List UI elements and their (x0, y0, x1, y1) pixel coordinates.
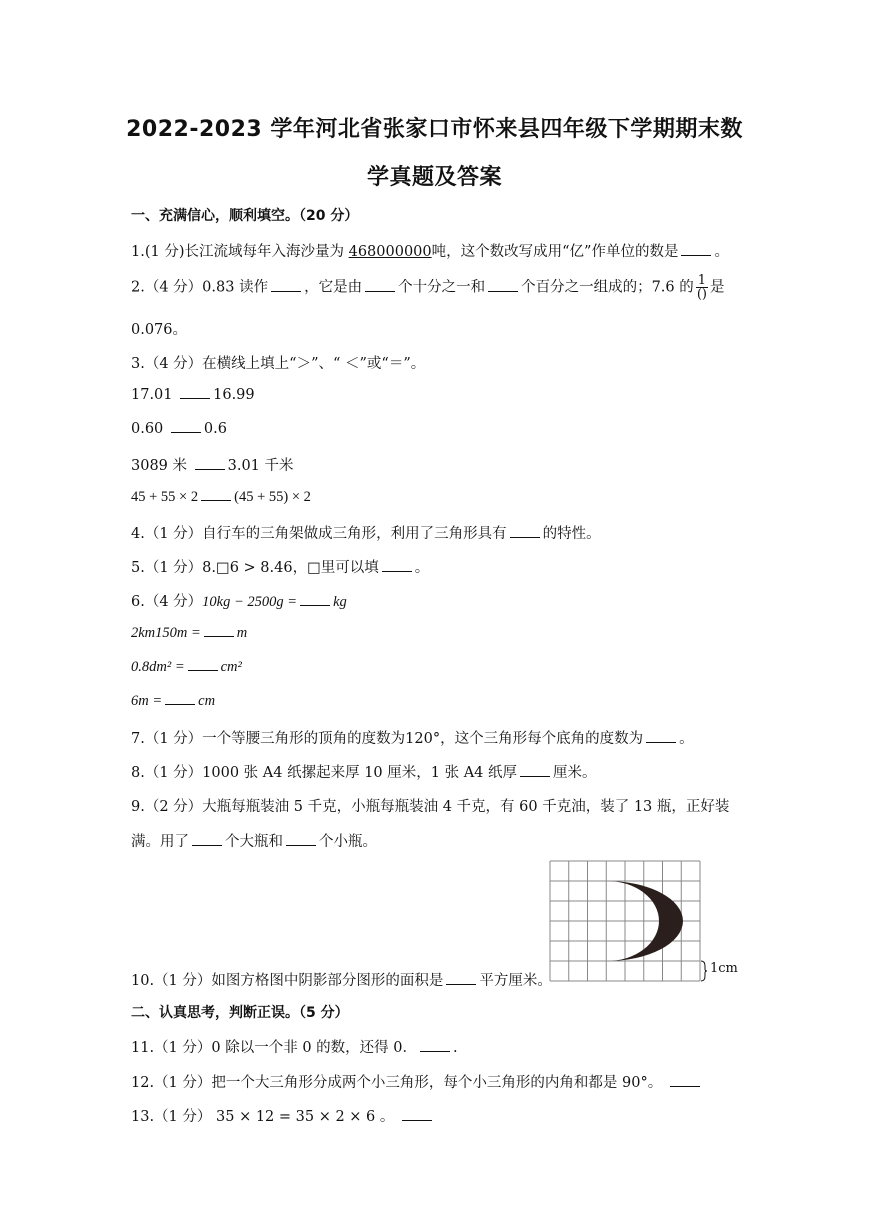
question-9: 9.（2 分）大瓶每瓶装油 5 千克，小瓶每瓶装油 4 千克，有 60 千克油，装了 13 瓶，正好装 (131, 799, 730, 815)
answer-blank[interactable] (446, 972, 476, 985)
answer-blank[interactable] (195, 457, 225, 470)
question-13: 13.（1 分） 35 × 12 = 35 × 2 × 6 。 (131, 1105, 435, 1126)
answer-blank[interactable] (171, 420, 201, 433)
section1-heading: 一、充满信心，顺利填空。（20 分） (131, 208, 359, 224)
question-2-cont: 0.076。 (131, 322, 188, 338)
answer-blank[interactable] (510, 525, 540, 538)
question-8: 8.（1 分）1000 张 A4 纸摞起来厚 10 厘米，1 张 A4 纸厚 厘米。 (131, 765, 597, 781)
question-3-row1: 17.01 16.99 (131, 387, 255, 403)
scale-bracket (700, 960, 708, 982)
answer-blank[interactable] (382, 559, 412, 572)
question-6-row2: 2km150m = m (131, 625, 248, 641)
answer-blank[interactable] (271, 279, 301, 292)
question-10: 10.（1 分）如图方格图中阴影部分图形的面积是 平方厘米。 (131, 973, 552, 989)
answer-blank[interactable] (201, 488, 231, 501)
grid-diagram (549, 860, 701, 982)
answer-blank[interactable] (192, 833, 222, 846)
page-title-line2: 学真题及答案 (366, 165, 502, 190)
answer-blank[interactable] (646, 730, 676, 743)
question-3-row2: 0.60 0.6 (131, 421, 227, 437)
question-6-row3: 0.8dm² = cm² (131, 659, 242, 675)
answer-blank[interactable] (670, 1074, 700, 1087)
answer-blank[interactable] (420, 1039, 450, 1052)
question-11: 11.（1 分）0 除以一个非 0 的数，还得 0． . (131, 1040, 458, 1056)
question-12: 12.（1 分）把一个大三角形分成两个小三角形，每个小三角形的内角和都是 90°。 (131, 1071, 703, 1092)
answer-blank[interactable] (286, 833, 316, 846)
question-3-row4: 45 + 55 × 2 (45 + 55) × 2 (131, 489, 311, 505)
answer-blank[interactable] (180, 386, 210, 399)
answer-blank[interactable] (188, 658, 218, 671)
question-6: 6.（4 分）10kg − 2500g = kg (131, 594, 347, 610)
answer-blank[interactable] (300, 593, 330, 606)
answer-blank[interactable] (520, 764, 550, 777)
question-7: 7.（1 分）一个等腰三角形的顶角的度数为120°，这个三角形每个底角的度数为 。 (131, 731, 694, 747)
answer-blank[interactable] (165, 692, 195, 705)
grid-figure (549, 860, 701, 986)
answer-blank[interactable] (488, 279, 518, 292)
question-9-cont: 满。用了 个大瓶和 个小瓶。 (131, 834, 377, 850)
answer-blank[interactable] (204, 624, 234, 637)
fraction: $\frac{1}{()}$ (696, 273, 707, 302)
page-title-line1: 2022-2023 学年河北省张家口市怀来县四年级下学期期末数 (126, 117, 743, 142)
question-1: 1.(1 分)长江流域每年入海沙量为 468000000吨，这个数改写成用“亿”作单位的数是 。 (131, 244, 729, 260)
question-2: 2.（4 分）0.83 读作 ，它是由 个十分之一和 个百分之一组成的；7.6 的 $\frac{1}{()}$ 是 (131, 273, 725, 302)
scale-label: 1cm (710, 961, 738, 976)
question-6-row4: 6m = cm (131, 693, 216, 709)
question-3-row3: 3089 米 3.01 千米 (131, 458, 294, 474)
question-4: 4.（1 分）自行车的三角架做成三角形，利用了三角形具有 的特性。 (131, 526, 601, 542)
question-3: 3.（4 分）在横线上填上“＞”、“ ＜”或“＝”。 (131, 356, 426, 372)
answer-blank[interactable] (365, 279, 395, 292)
answer-blank[interactable] (402, 1108, 432, 1121)
answer-blank[interactable] (681, 243, 711, 256)
question-5: 5.（1 分）8.□6 > 8.46，□里可以填 。 (131, 560, 430, 576)
section2-heading: 二、认真思考，判断正误。（5 分） (131, 1005, 349, 1021)
